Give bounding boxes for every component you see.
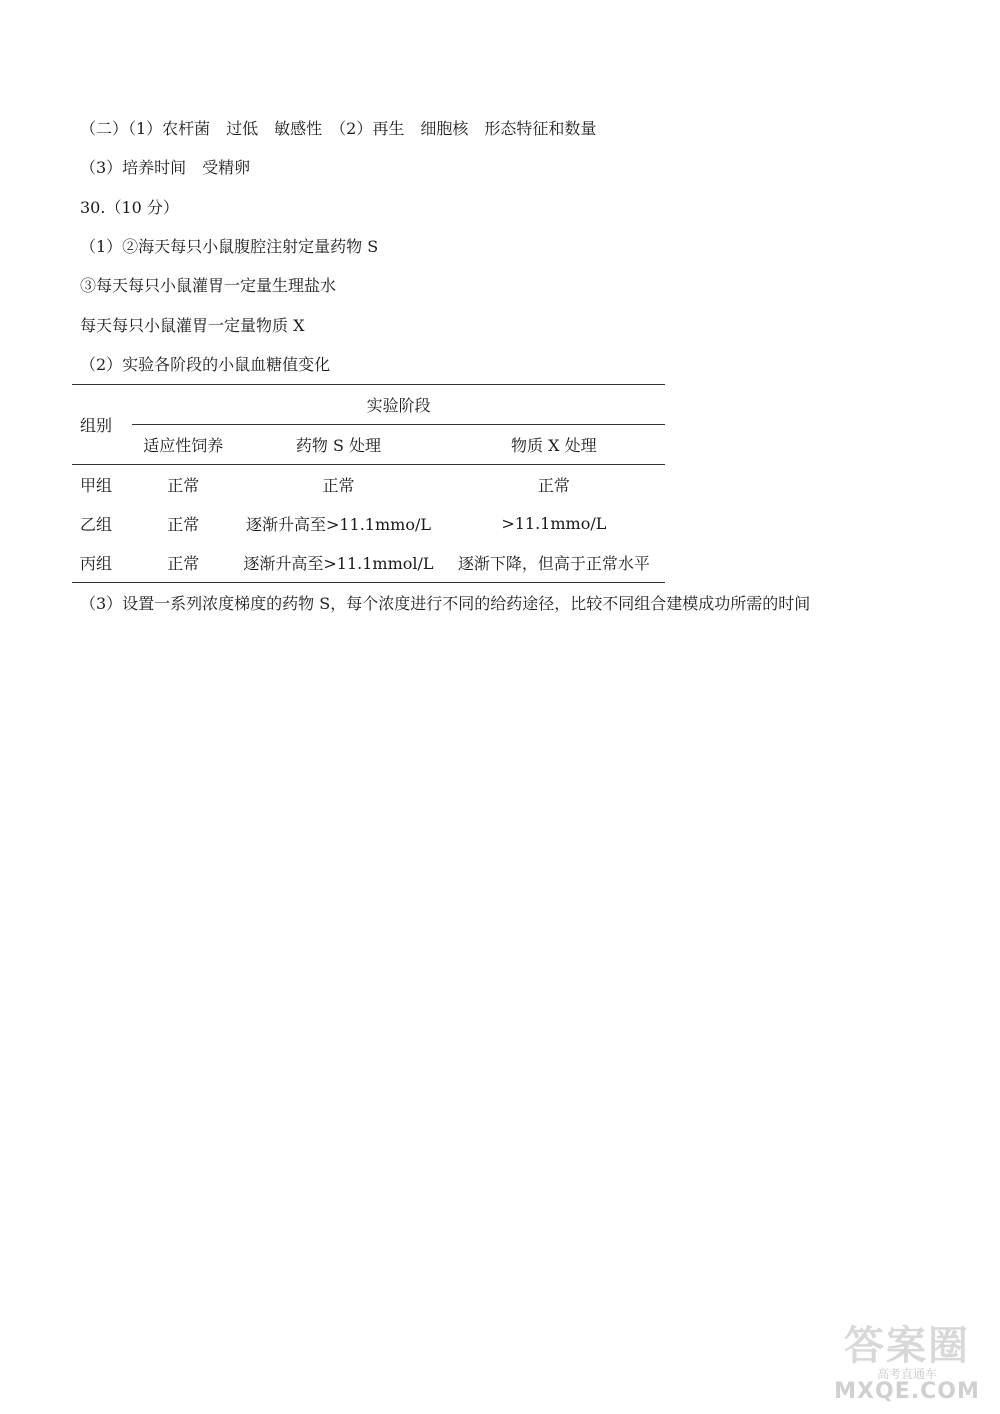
table-cell: 正常 [537, 476, 570, 495]
line-q30-1b: ③每天每只小鼠灌胃一定量生理盐水 [80, 276, 337, 295]
table-row [72, 504, 665, 543]
table-cell: 正常 [167, 476, 200, 495]
line-q30-1c: 每天每只小鼠灌胃一定量物质 X [80, 316, 305, 335]
table-cell: 逐渐升高至>11.1mmo/L [245, 515, 431, 534]
watermark-url-text: MXQE.COM [834, 1379, 980, 1404]
blood-sugar-table [72, 384, 665, 583]
line-q30-2: （2）实验各阶段的小鼠血糖值变化 [80, 355, 331, 374]
table-subheader: 适应性饲养 [143, 436, 224, 455]
table-row [72, 465, 665, 505]
watermark-main-text: 答案圈 [844, 1323, 970, 1369]
table-cell: 正常 [322, 476, 355, 495]
table-cell: 正常 [167, 554, 200, 573]
table-subheader: 物质 X 处理 [511, 436, 597, 455]
table-cell: >11.1mmo/L [501, 514, 607, 533]
line-part2-answers: （二）（1）农杆菌 过低 敏感性 （2）再生 细胞核 形态特征和数量 [80, 119, 597, 138]
line-q30-1: （1）②海天每只小鼠腹腔注射定量药物 S [80, 237, 379, 256]
table-cell-group: 甲组 [80, 476, 113, 495]
table-header-group: 组别 [80, 416, 113, 435]
line-part3-answers: （3）培养时间 受精卵 [80, 158, 251, 177]
table-row [72, 543, 665, 583]
table-header-stage: 实验阶段 [132, 385, 665, 425]
question-30-heading: 30.（10 分） [80, 198, 179, 217]
table-cell-group: 乙组 [80, 515, 113, 534]
table-subheader: 药物 S 处理 [295, 436, 382, 455]
table-cell: 逐渐下降，但高于正常水平 [457, 554, 650, 573]
table-cell-group: 丙组 [80, 554, 113, 573]
watermark-logo [832, 1324, 982, 1406]
watermark-sub-text: 高考直通车 [876, 1367, 937, 1381]
table-cell: 正常 [167, 515, 200, 534]
line-q30-3: （3）设置一系列浓度梯度的药物 S，每个浓度进行不同的给药途径，比较不同组合建模成功所需的时间 [80, 594, 811, 613]
table-cell: 逐渐升高至>11.1mmol/L [243, 554, 434, 573]
